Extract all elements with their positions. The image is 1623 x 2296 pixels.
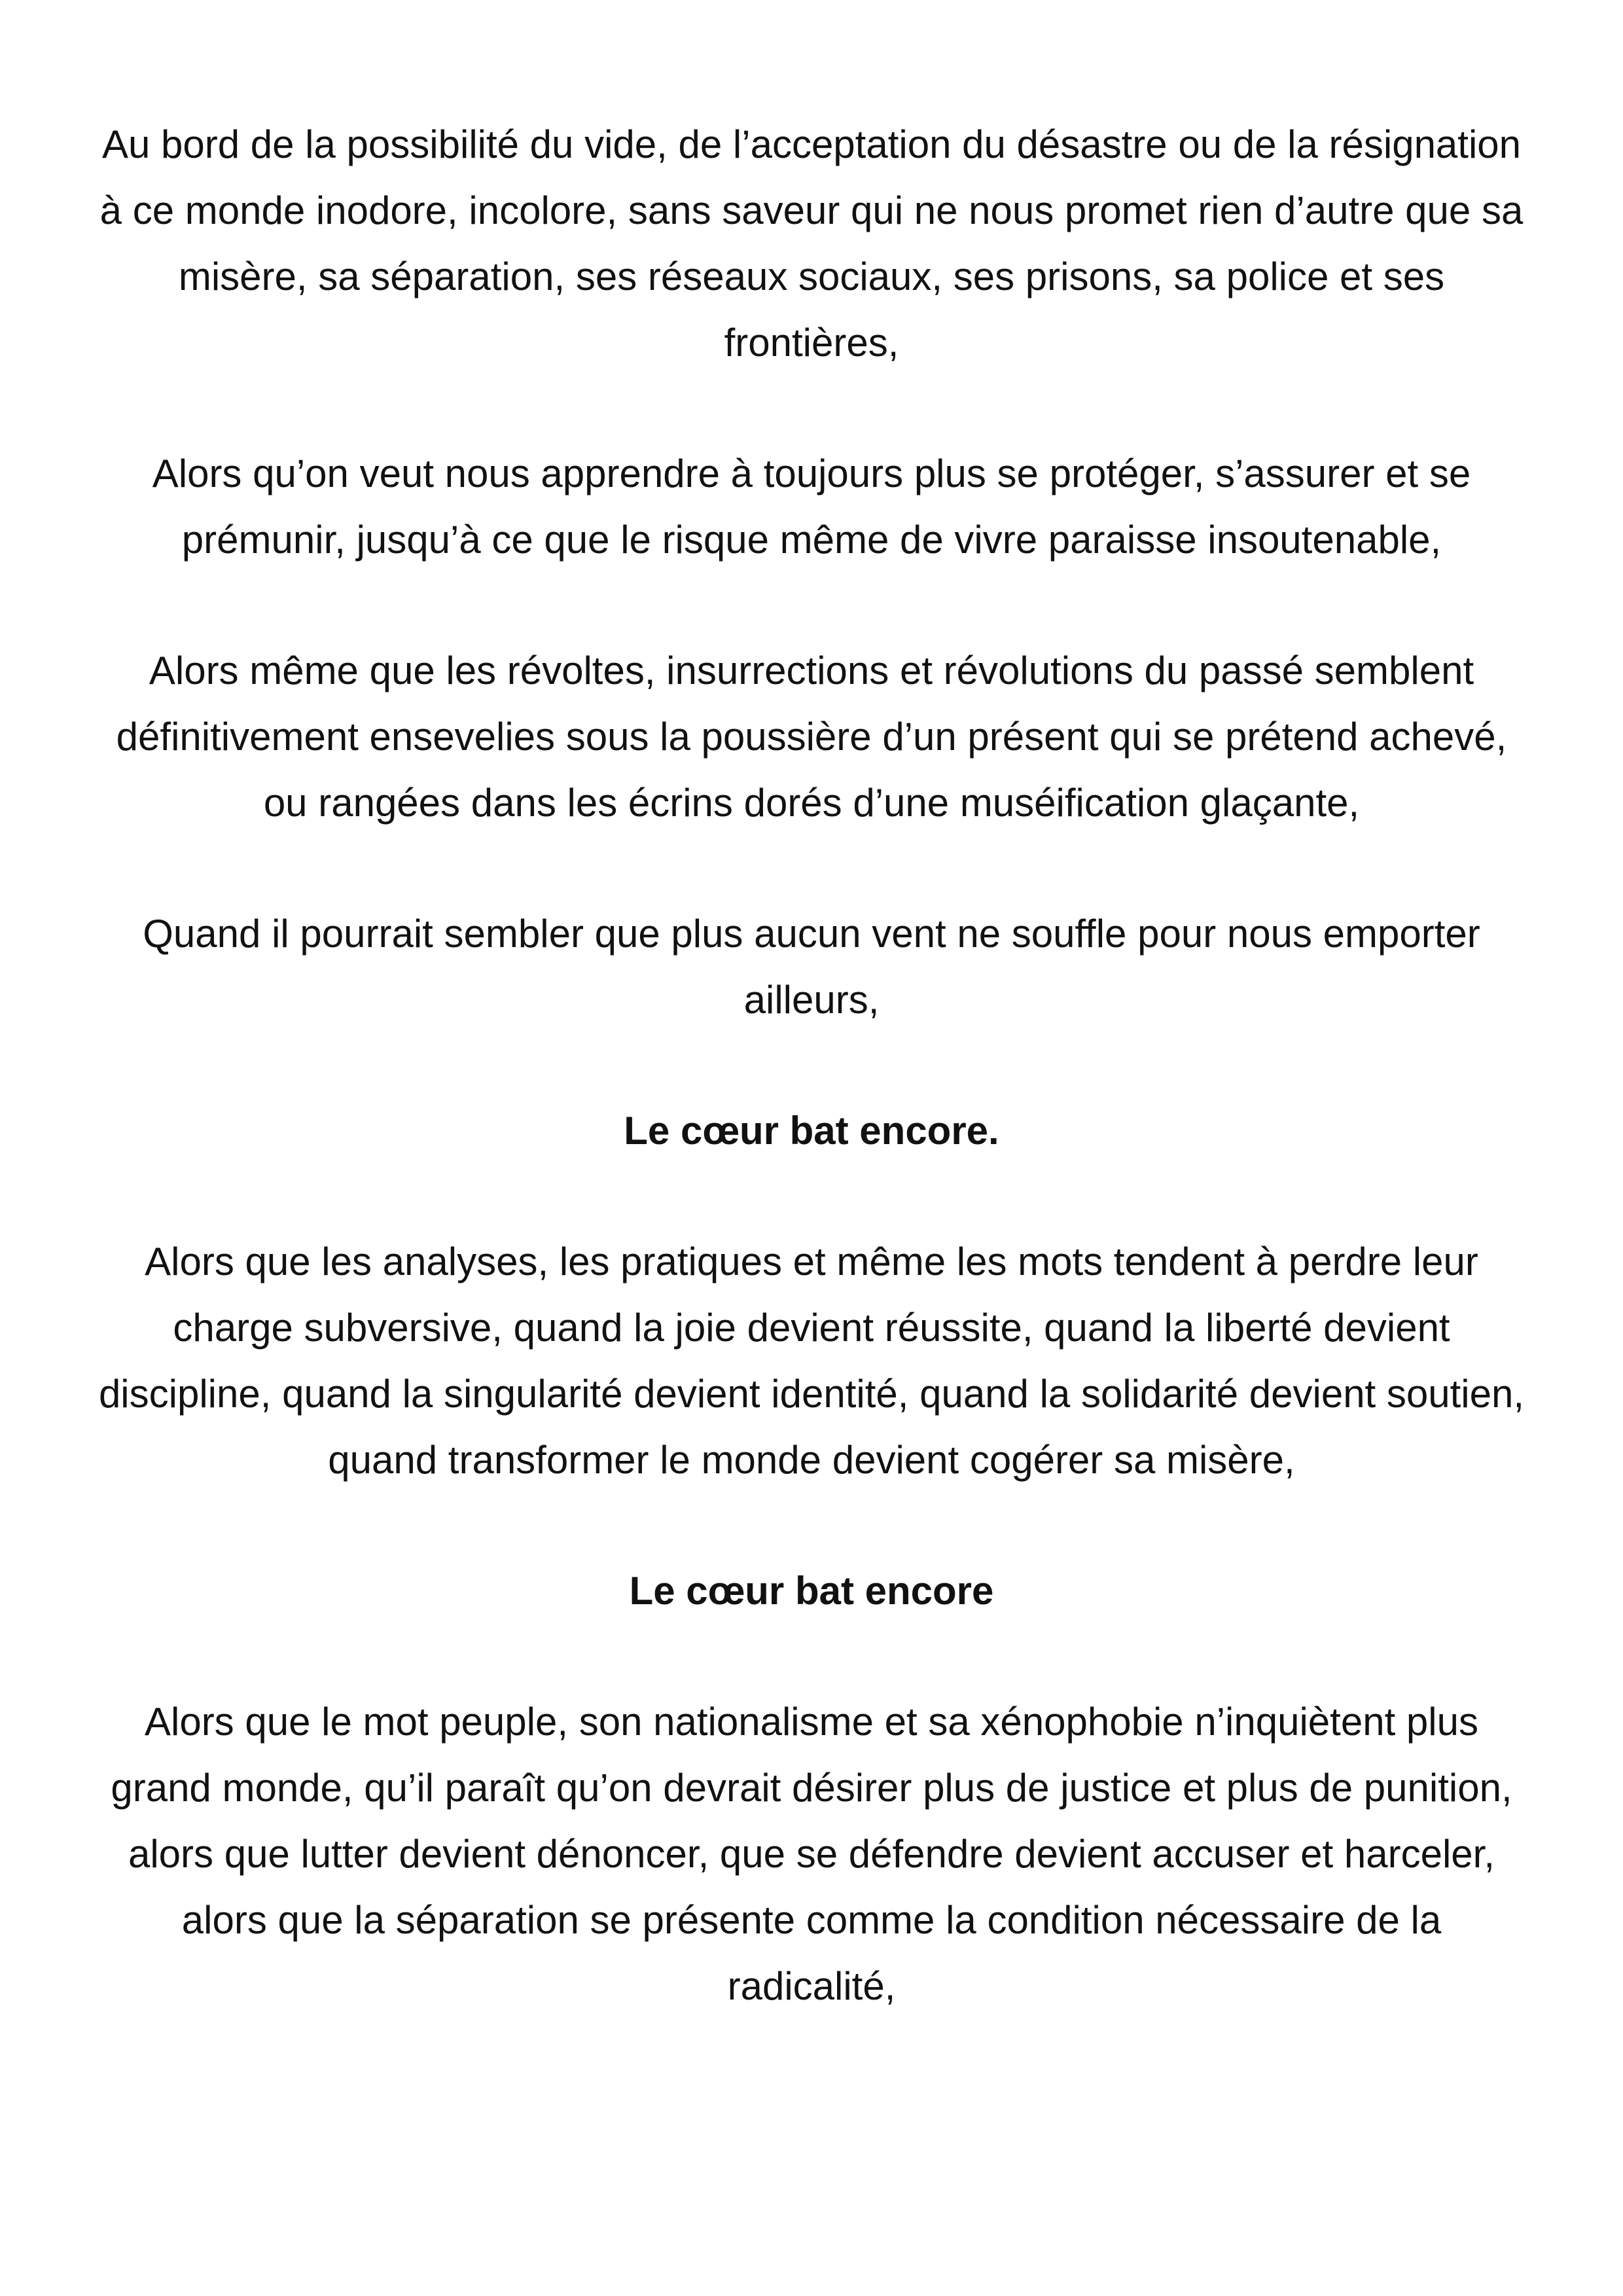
paragraph-3: Alors même que les révoltes, insurrections et révolutions du passé semblent définitivement ensevelies sous la poussière d’un présent qui se prétend achevé, ou rangées dans les écrins dorés d’une muséification glaçante, <box>116 649 1507 825</box>
paragraph-1: Au bord de la possibilité du vide, de l’acceptation du désastre ou de la résignation à ce monde inodore, incolore, sans saveur qui ne nous promet rien d’autre que sa misère, sa séparation, ses réseaux sociaux, ses prisons, sa police et ses frontières, <box>99 122 1524 365</box>
paragraph-2: Alors qu’on veut nous apprendre à toujours plus se protéger, s’assurer et se prémunir, jusqu’à ce que le risque même de vivre paraisse insoutenable, <box>152 452 1471 562</box>
paragraph-6: Alors que le mot peuple, son nationalisme et sa xénophobie n’inquiètent plus grand monde, qu’il paraît qu’on devrait désirer plus de justice et plus de punition, alors que lutter devient dénoncer, que se défendre devient accuser et harceler, alors que la séparation se présente comme la condition nécessaire de la radicalité, <box>111 1700 1512 2008</box>
refrain-1: Le cœur bat encore. <box>624 1109 999 1153</box>
paragraph-5: Alors que les analyses, les pratiques et même les mots tendent à perdre leur charge subversive, quand la joie devient réussite, quand la liberté devient discipline, quand la singularité devient identité, quand la solidarité devient soutien, quand transformer le monde devient cogérer sa misère, <box>98 1240 1525 1482</box>
paragraph-4: Quand il pourrait sembler que plus aucun vent ne souffle pour nous emporter ailleurs, <box>143 912 1480 1022</box>
refrain-2: Le cœur bat encore <box>629 1569 994 1613</box>
document-page <box>98 111 1525 2084</box>
